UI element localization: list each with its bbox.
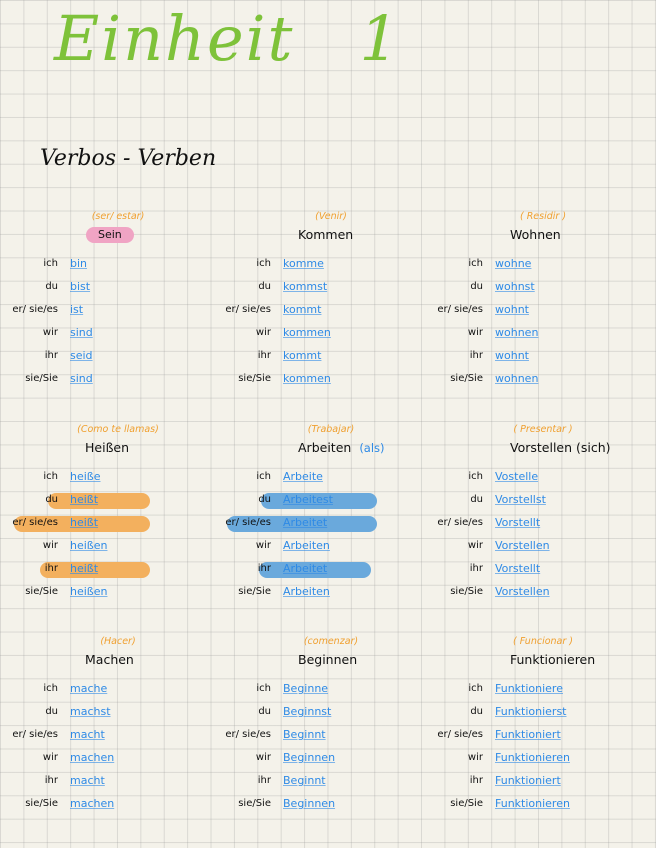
conjugation: mache xyxy=(70,682,108,695)
pronoun: ich xyxy=(43,471,58,482)
verb-block-arbeiten xyxy=(213,424,423,624)
pronoun: sie/Sie xyxy=(450,586,483,597)
pronoun: ich xyxy=(43,683,58,694)
pronoun: du xyxy=(258,706,271,717)
conjugation: kommen xyxy=(283,326,331,339)
conjugation: Funktionieren xyxy=(495,797,570,810)
verb-block-heissen xyxy=(0,424,210,624)
pronoun: wir xyxy=(255,752,271,763)
conjugation: kommen xyxy=(283,372,331,385)
pronoun: wir xyxy=(467,327,483,338)
conjugation: Funktionierst xyxy=(495,705,567,718)
page-title: Einheit 1 xyxy=(54,2,401,75)
conjugation: Beginnen xyxy=(283,797,336,810)
pronoun: ich xyxy=(256,471,271,482)
conjugation: Arbeitest xyxy=(283,493,333,506)
conjugation: machst xyxy=(70,705,111,718)
conjugation: Vorstellst xyxy=(495,493,546,506)
pronoun: er/ sie/es xyxy=(437,304,483,315)
pronoun: er/ sie/es xyxy=(225,517,271,528)
pronoun: er/ sie/es xyxy=(12,729,58,740)
conjugation: Arbeiten xyxy=(283,585,330,598)
verb-infinitive: Beginnen xyxy=(298,652,358,667)
conjugation: macht xyxy=(70,728,105,741)
conjugation: Beginne xyxy=(283,682,329,695)
pronoun: sie/Sie xyxy=(25,373,58,384)
verb-infinitive-text: Arbeiten xyxy=(298,440,352,455)
conjugation: heiße xyxy=(70,470,101,483)
conjugation: kommt xyxy=(283,303,322,316)
conjugation: Arbeite xyxy=(283,470,323,483)
verb-block-machen xyxy=(0,636,210,836)
pronoun: du xyxy=(45,281,58,292)
pronoun: ihr xyxy=(257,563,271,574)
verb-infinitive: Kommen xyxy=(298,227,354,242)
conjugation: seid xyxy=(70,349,93,362)
verb-infinitive-extra: (als) xyxy=(359,441,385,455)
conjugation: Arbeitet xyxy=(283,562,328,575)
pronoun: sie/Sie xyxy=(450,798,483,809)
verb-infinitive: Vorstellen (sich) xyxy=(510,440,611,455)
verb-infinitive: Funktionieren xyxy=(510,652,596,667)
conjugation: heißt xyxy=(70,493,99,506)
pronoun: wir xyxy=(255,540,271,551)
conjugation: Vorstellt xyxy=(495,516,541,529)
pronoun: ich xyxy=(256,258,271,269)
conjugation: Beginnst xyxy=(283,705,332,718)
verb-infinitive xyxy=(298,440,385,455)
conjugation: heißt xyxy=(70,562,99,575)
conjugation: macht xyxy=(70,774,105,787)
conjugation: wohnt xyxy=(495,303,529,316)
pronoun: du xyxy=(258,494,271,505)
verb-translation: (Hacer) xyxy=(100,636,136,647)
conjugation: Funktioniert xyxy=(495,728,561,741)
pronoun: wir xyxy=(42,752,58,763)
verb-translation: ( Presentar ) xyxy=(513,424,573,435)
conjugation: Vorstellen xyxy=(495,539,550,552)
conjugation: heißen xyxy=(70,585,108,598)
pronoun: ihr xyxy=(469,775,483,786)
verb-translation: (comenzar) xyxy=(303,636,359,647)
conjugation: sind xyxy=(70,372,93,385)
verb-infinitive: Machen xyxy=(85,652,134,667)
pronoun: ich xyxy=(468,683,483,694)
verb-translation: (Como te llamas) xyxy=(77,424,159,435)
conjugation: wohnen xyxy=(495,326,539,339)
pronoun: du xyxy=(470,281,483,292)
conjugation: Beginnen xyxy=(283,751,336,764)
conjugation: Arbeitet xyxy=(283,516,328,529)
verb-infinitive: Heißen xyxy=(85,440,130,455)
conjugation: machen xyxy=(70,751,115,764)
pronoun: ich xyxy=(256,683,271,694)
pronoun: wir xyxy=(467,752,483,763)
conjugation: bin xyxy=(70,257,88,270)
conjugation: Funktioniere xyxy=(495,682,563,695)
pronoun: du xyxy=(45,494,58,505)
conjugation: machen xyxy=(70,797,115,810)
pronoun: sie/Sie xyxy=(450,373,483,384)
pronoun: du xyxy=(470,706,483,717)
conjugation: bist xyxy=(70,280,91,293)
pronoun: ich xyxy=(468,258,483,269)
pronoun: ihr xyxy=(257,775,271,786)
conjugation: Vostelle xyxy=(495,470,539,483)
verb-block-funktionieren xyxy=(425,636,635,836)
conjugation: wohnst xyxy=(495,280,535,293)
verb-translation: (ser/ estar) xyxy=(91,211,145,222)
pronoun: du xyxy=(470,494,483,505)
conjugation: wohne xyxy=(495,257,532,270)
conjugation: sind xyxy=(70,326,93,339)
section-subtitle: Verbos - Verben xyxy=(40,146,217,171)
pronoun: du xyxy=(258,281,271,292)
conjugation: kommst xyxy=(283,280,328,293)
verb-infinitive: Sein xyxy=(86,227,134,243)
verb-translation: ( Residir ) xyxy=(519,211,567,222)
pronoun: ihr xyxy=(44,563,58,574)
pronoun: er/ sie/es xyxy=(225,729,271,740)
pronoun: er/ sie/es xyxy=(225,304,271,315)
verb-translation: ( Funcionar ) xyxy=(513,636,573,647)
conjugation: Beginnt xyxy=(283,774,326,787)
pronoun: er/ sie/es xyxy=(437,517,483,528)
pronoun: ihr xyxy=(257,350,271,361)
verb-block-sein xyxy=(0,211,210,411)
pronoun: ihr xyxy=(469,563,483,574)
pronoun: wir xyxy=(255,327,271,338)
pronoun: wir xyxy=(467,540,483,551)
pronoun: ich xyxy=(468,471,483,482)
pronoun: er/ sie/es xyxy=(437,729,483,740)
verb-block-kommen xyxy=(213,211,423,411)
conjugation: heißen xyxy=(70,539,108,552)
pronoun: sie/Sie xyxy=(238,373,271,384)
pronoun: sie/Sie xyxy=(25,798,58,809)
conjugation: Vorstellt xyxy=(495,562,541,575)
verb-block-wohnen xyxy=(425,211,635,411)
conjugation: kommt xyxy=(283,349,322,362)
conjugation: ist xyxy=(70,303,84,316)
pronoun: ihr xyxy=(469,350,483,361)
conjugation: Funktioniert xyxy=(495,774,561,787)
conjugation: wohnt xyxy=(495,349,529,362)
conjugation: wohnen xyxy=(495,372,539,385)
conjugation: Vorstellen xyxy=(495,585,550,598)
pronoun: wir xyxy=(42,540,58,551)
pronoun: sie/Sie xyxy=(238,586,271,597)
conjugation: Funktionieren xyxy=(495,751,570,764)
pronoun: sie/Sie xyxy=(25,586,58,597)
verb-block-beginnen xyxy=(213,636,423,836)
pronoun: du xyxy=(45,706,58,717)
verb-translation: (Trabajar) xyxy=(307,424,355,435)
highlight-mark xyxy=(48,493,150,509)
pronoun: er/ sie/es xyxy=(12,304,58,315)
conjugation: Arbeiten xyxy=(283,539,330,552)
conjugation: komme xyxy=(283,257,324,270)
pronoun: er/ sie/es xyxy=(12,517,58,528)
pronoun: sie/Sie xyxy=(238,798,271,809)
verb-block-vorstellen xyxy=(425,424,635,624)
pronoun: ihr xyxy=(44,350,58,361)
pronoun: ihr xyxy=(44,775,58,786)
pronoun: ich xyxy=(43,258,58,269)
pronoun: wir xyxy=(42,327,58,338)
conjugation: Beginnt xyxy=(283,728,326,741)
conjugation: heißt xyxy=(70,516,99,529)
verb-infinitive: Wohnen xyxy=(510,227,561,242)
verb-translation: (Venir) xyxy=(315,211,347,222)
